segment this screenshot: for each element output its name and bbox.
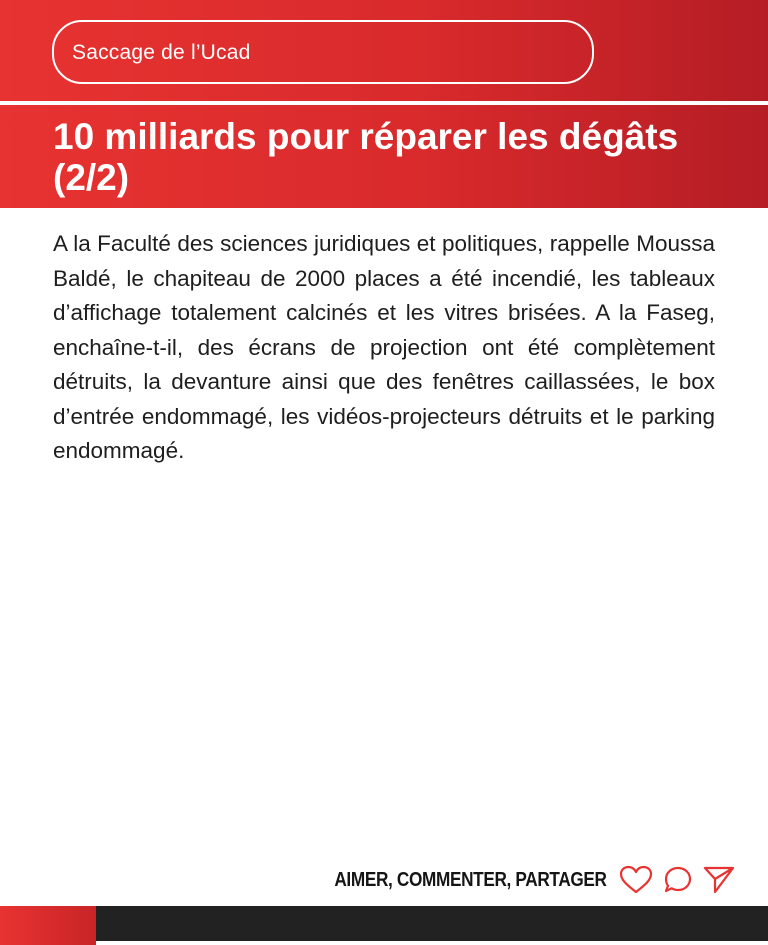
- category-tag-label: Saccage de l’Ucad: [72, 41, 251, 64]
- footer-bar: [96, 906, 768, 941]
- heart-icon[interactable]: [619, 865, 653, 895]
- footer-accent: [0, 906, 96, 945]
- header-divider: [0, 101, 768, 105]
- category-tag: [52, 20, 594, 84]
- share-icon[interactable]: [703, 865, 735, 895]
- comment-icon[interactable]: [663, 865, 693, 895]
- header-banner: [0, 0, 768, 208]
- engagement-label: AIMER, COMMENTER, PARTAGER: [334, 868, 607, 891]
- headline: 10 milliards pour réparer les dégâts (2/2): [53, 116, 679, 198]
- article-body: A la Faculté des sciences juridiques et politiques, rappelle Moussa Baldé, le chapiteau de 2000 places a été incendié, les tableaux d’affichage totalement calcinés et les vitres brisées. A la Faseg, enchaîne-t-il, des écrans de projection ont été complètement détruits, la devanture ainsi que des fenêtres caillassées, le box d’entrée endommagé, les vidéos-projecteurs détruits et le parking endommagé.: [53, 231, 715, 463]
- engagement-bar: [290, 860, 735, 900]
